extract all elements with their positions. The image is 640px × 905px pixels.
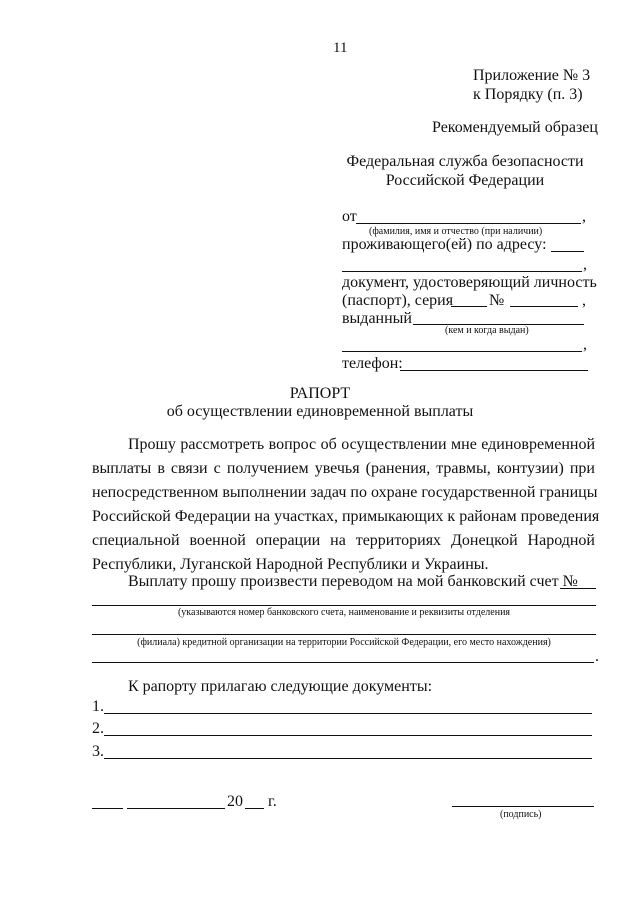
bank-line-3 [92,662,594,663]
bank-end-period: . [595,648,599,665]
issued-line-2 [342,351,582,352]
passport-number-line [510,306,578,307]
date-year-prefix: 20 [227,793,243,810]
signature-line [452,806,594,807]
passport-label: (паспорт), серия [342,292,454,309]
from-name-line [356,223,581,224]
number-label: № [489,292,505,309]
address-line-2 [342,271,582,272]
passport-end-comma: , [582,292,586,309]
attachment-item-2: 2. [92,720,104,737]
attachment-line-3 [104,758,592,759]
residing-label: проживающего(ей) по адресу: [342,236,547,253]
phone-line [400,370,588,371]
bank-hint-1: (указываются номер банковского счета, наименование и реквизиты отделения [177,607,511,618]
body-line-4: Российской Федерации на участках, примыкающих к районам проведения [92,508,600,525]
addressee-line1: Федеральная служба безопасности [346,153,584,170]
report-title: РАПОРТ [289,385,351,402]
attachment-line-1 [104,713,592,714]
issued-end-comma: , [583,336,587,353]
appendix-line2: к Порядку (п. 3) [473,86,583,103]
body-line-3: непосредственном выполнении задач по охране государственной границы [92,484,598,501]
body-line-6: Республики, Луганской Народной Республики и Украины. [92,556,489,573]
bank-hint-2: (филиала) кредитной организации на территории Российской Федерации, его место нахождения) [137,637,551,648]
document-label: документ, удостоверяющий личность [342,274,597,291]
page-number: 11 [333,40,348,56]
date-year-suffix: г. [268,793,277,810]
body-line-5: специальной военной операции на территориях Донецкой Народной [92,532,595,549]
address-line-1 [551,251,584,252]
signature-hint: (подпись) [500,809,542,820]
bank-line-1 [92,605,596,606]
name-hint: (фамилия, имя и отчество (при наличии) [369,226,543,237]
report-subtitle: об осуществлении единовременной выплаты [166,403,474,420]
phone-label: телефон: [342,355,403,372]
date-month-line [127,808,225,809]
date-day-line [92,808,123,809]
appendix-line1: Приложение № 3 [473,67,591,84]
issued-hint: (кем и когда выдан) [445,325,529,336]
from-end-comma: , [582,208,586,225]
attachment-item-3: 3. [92,743,104,760]
attachments-intro: К рапорту прилагаю следующие документы: [128,678,433,695]
issued-label: выданный [342,310,412,327]
from-label: от [342,208,357,225]
bank-line-2 [92,634,596,635]
attachment-item-1: 1. [92,698,104,715]
body-line-1: Прошу рассмотреть вопрос об осуществлении мне единовременной [128,436,595,453]
body-line-2: выплаты в связи с получением увечья (ранения, травмы, контузии) при [92,460,595,477]
passport-series-line [451,306,487,307]
sample-label: Рекомендуемый образец [432,119,598,136]
bank-account-line [560,588,596,589]
address-end-comma: , [583,256,587,273]
bank-request: Выплату прошу произвести переводом на мой банковский счет № [128,573,578,590]
attachment-line-2 [104,735,592,736]
date-year-line [245,808,264,809]
addressee-line2: Российской Федерации [385,172,545,189]
